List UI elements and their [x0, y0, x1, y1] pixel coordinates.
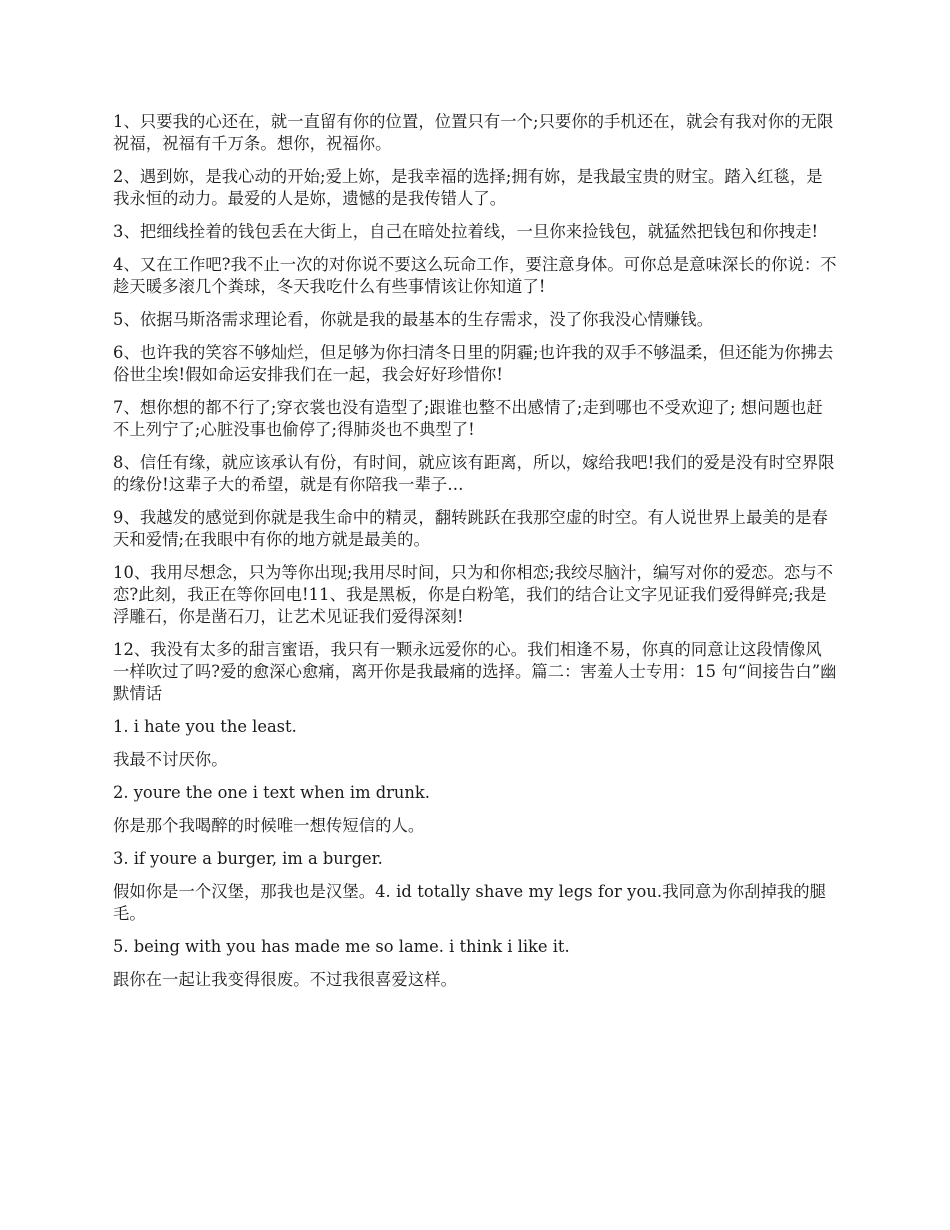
paragraph-3: 3、把细线拴着的钱包丢在大街上，自己在暗处拉着线，一旦你来捡钱包，就猛然把钱包和你拽走! [113, 222, 819, 241]
translation-line-3-and-4: 假如你是一个汉堡，那我也是汉堡。4. id totally shave my legs for you.我同意为你刮掉我的腿毛。 [113, 882, 827, 923]
english-line-3: 3. if youre a burger, im a burger. [113, 849, 383, 868]
paragraph-6: 6、也许我的笑容不够灿烂，但足够为你扫清冬日里的阴霾;也许我的双手不够温柔，但还能为你拂去俗世尘埃!假如命运安排我们在一起，我会好好珍惜你! [113, 343, 834, 384]
paragraph-4: 4、又在工作吧?我不止一次的对你说不要这么玩命工作，要注意身体。可你总是意味深长的你说：不趁天暖多滚几个粪球，冬天我吃什么有些事情该让你知道了! [113, 255, 837, 296]
translation-line-2: 你是那个我喝醉的时候唯一想传短信的人。 [113, 816, 425, 835]
paragraph-7: 7、想你想的都不行了;穿衣裳也没有造型了;跟谁也整不出感情了;走到哪也不受欢迎了; 想问题也赶不上列宁了;心脏没事也偷停了;得肺炎也不典型了! [113, 398, 823, 439]
paragraph-1: 1、只要我的心还在，就一直留有你的位置，位置只有一个;只要你的手机还在，就会有我对你的无限祝福，祝福有千万条。想你，祝福你。 [113, 112, 834, 153]
translation-line-1: 我最不讨厌你。 [113, 750, 228, 769]
paragraph-8: 8、信任有缘，就应该承认有份，有时间，就应该有距离，所以，嫁给我吧!我们的爱是没有时空界限的缘份!这辈子大的希望，就是有你陪我一辈子… [113, 453, 835, 494]
translation-line-5: 跟你在一起让我变得很废。不过我很喜爱这样。 [113, 970, 458, 989]
english-line-5: 5. being with you has made me so lame. i think i like it. [113, 937, 570, 956]
paragraph-5: 5、依据马斯洛需求理论看，你就是我的最基本的生存需求，没了你我没心情赚钱。 [113, 310, 714, 329]
paragraph-9: 9、我越发的感觉到你就是我生命中的精灵，翻转跳跃在我那空虚的时空。有人说世界上最美的是春天和爱情;在我眼中有你的地方就是最美的。 [113, 508, 828, 549]
paragraph-10: 10、我用尽想念，只为等你出现;我用尽时间，只为和你相恋;我绞尽脑汁，编写对你的爱恋。恋与不恋?此刻，我正在等你回电!11、我是黑板，你是白粉笔，我们的结合让文字见证我们爱得鲜亮;我是浮雕石，你是凿石刀，让艺术见证我们爱得深刻! [113, 563, 834, 626]
paragraph-2: 2、遇到妳，是我心动的开始;爱上妳，是我幸福的选择;拥有妳，是我最宝贵的财宝。踏入红毯，是我永恒的动力。最爱的人是妳，遗憾的是我传错人了。 [113, 167, 823, 208]
english-line-2: 2. youre the one i text when im drunk. [113, 783, 430, 802]
paragraph-12: 12、我没有太多的甜言蜜语，我只有一颗永远爱你的心。我们相逢不易，你真的同意让这段情像风一样吹过了吗?爱的愈深心愈痛，离开你是我最痛的选择。篇二：害羞人士专用：15 句“间接告白”幽默情话 [113, 640, 837, 703]
english-line-1: 1. i hate you the least. [113, 717, 297, 736]
